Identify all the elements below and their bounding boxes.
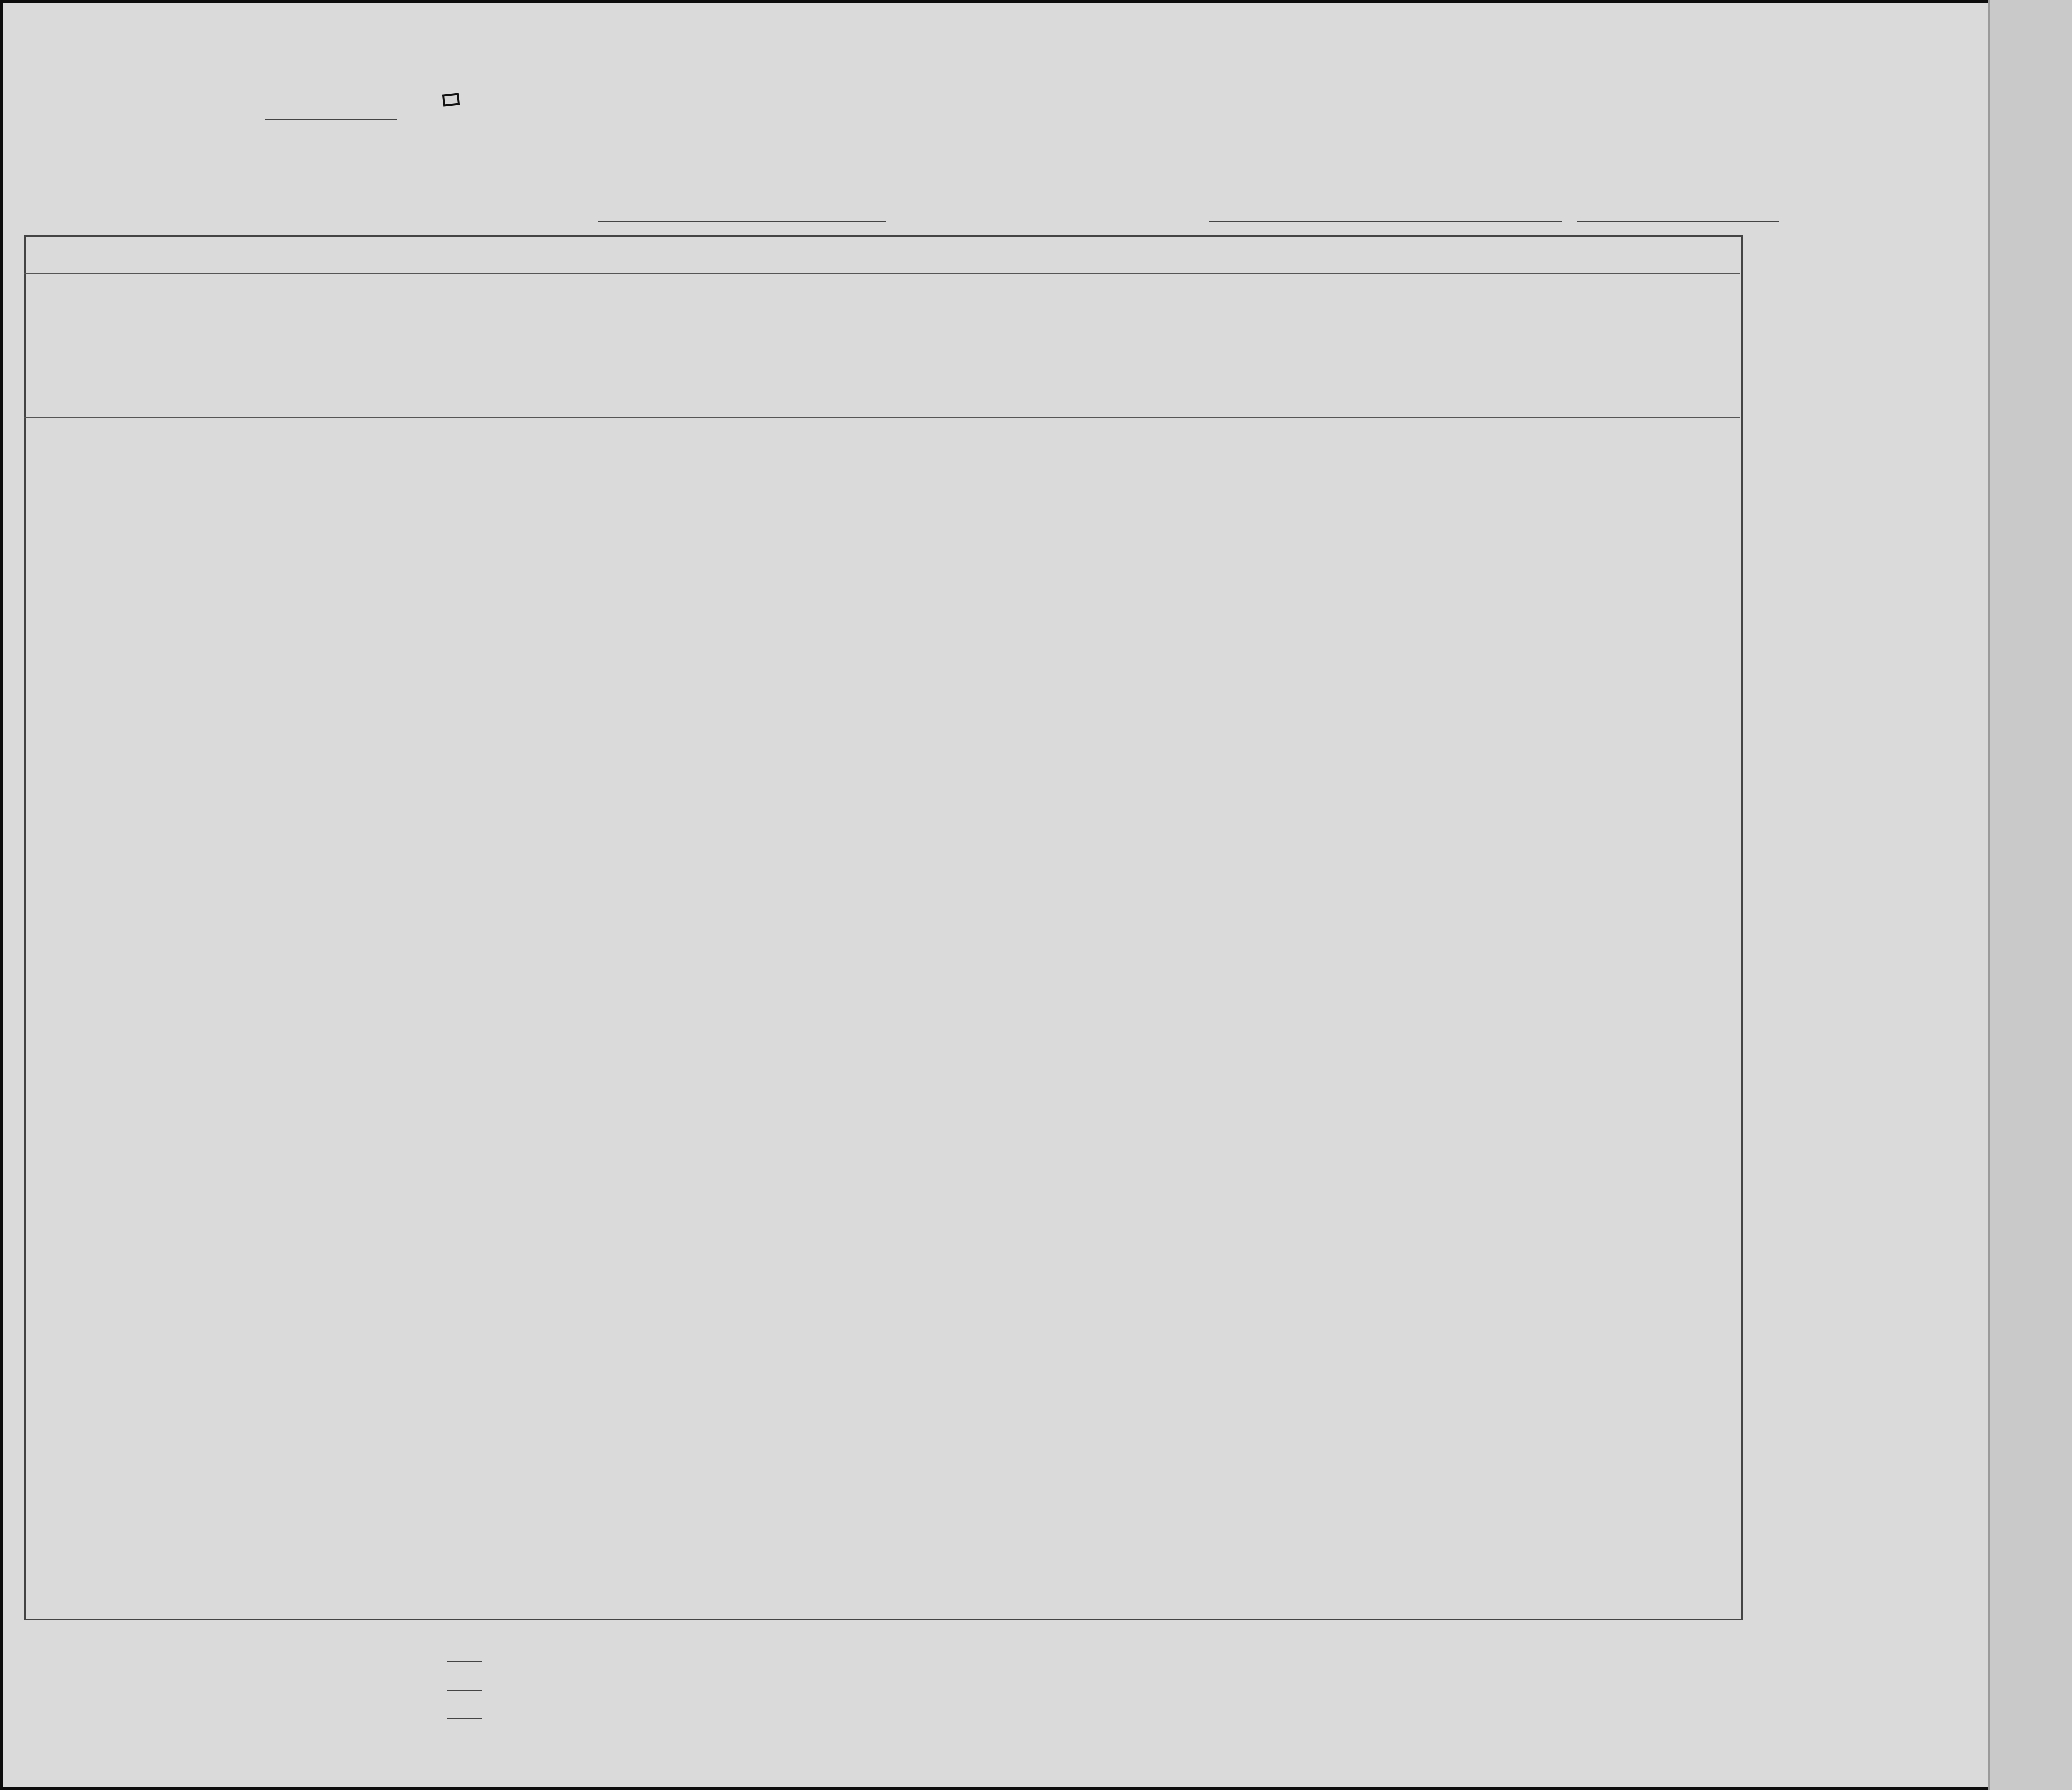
- port-underline: [1209, 221, 1562, 222]
- manifest-sheet: [3, 3, 1996, 1787]
- citizens-underline: [447, 1690, 482, 1691]
- total-underline: [447, 1661, 482, 1662]
- date-underline: [1577, 221, 1779, 222]
- sheet-right-edge: [1988, 0, 2072, 1790]
- aliens-underline: [447, 1718, 482, 1719]
- header-married: [654, 306, 689, 397]
- list-underline: [265, 119, 397, 120]
- ship-underline: [598, 221, 886, 222]
- form-number-stamp: [442, 93, 460, 106]
- manifest-table-frame: [24, 235, 1743, 1620]
